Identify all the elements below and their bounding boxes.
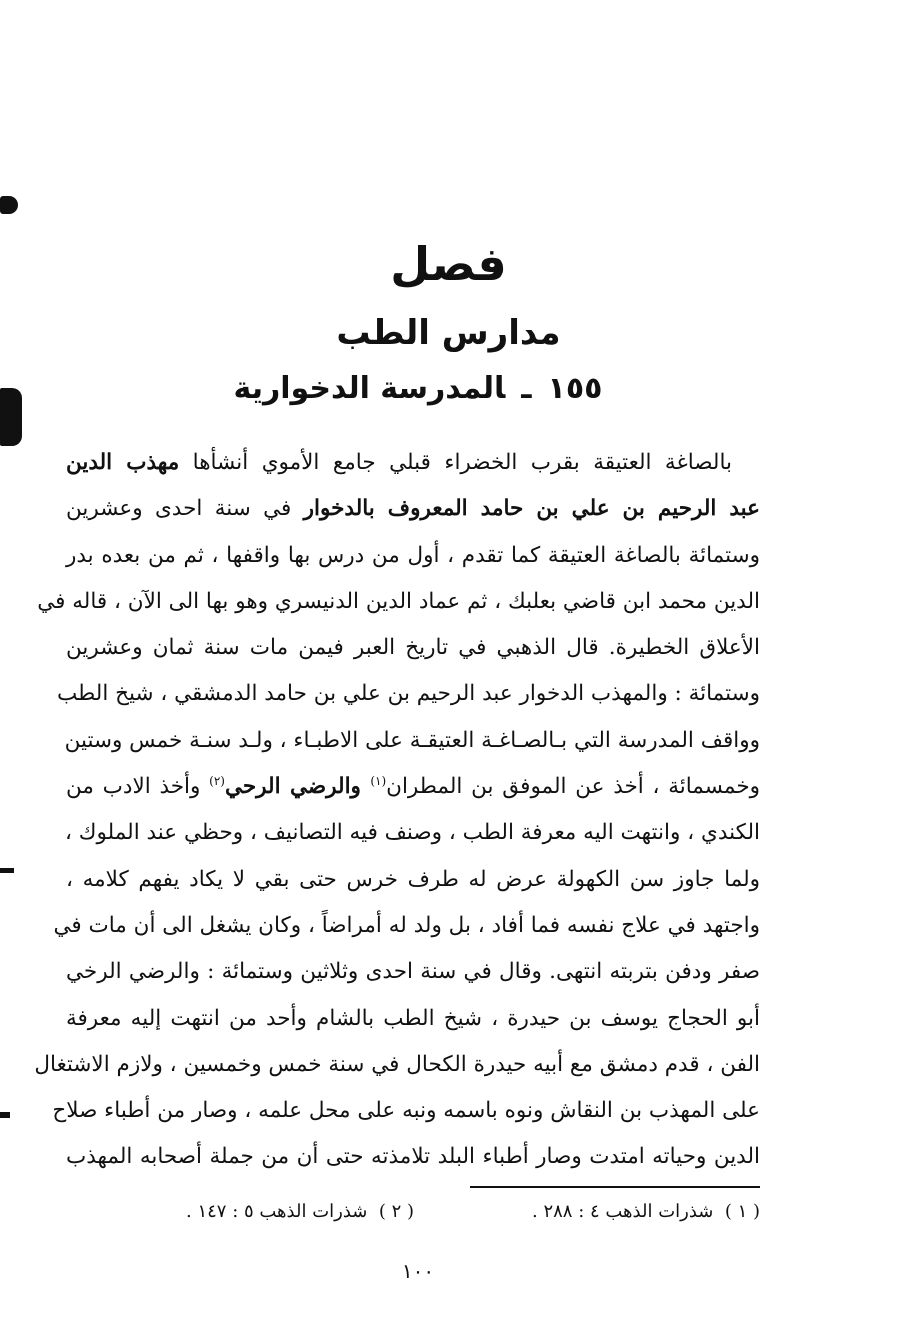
entry-dash: ـ (521, 371, 532, 406)
text-line: على المهذب بن النقاش ونوه باسمه ونبه على محل علمه ، وصار من أطباء صلاح (52, 1098, 760, 1124)
entry-title: المدرسة الدخوارية (233, 371, 506, 406)
bold-name: عبد الرحيم بن علي بن حامد المعروف بالدخوار (303, 496, 760, 522)
entry-number: ١٥٥ (547, 371, 603, 406)
text-line: الدين وحياته امتدت وصار أطباء البلد تلامذته حتى أن من جملة أصحابه المهذب (66, 1144, 760, 1170)
text-line: أبو الحجاج يوسف بن حيدرة ، شيخ الطب بالشام وأحد من انتهت إليه معرفة (66, 1005, 760, 1031)
text-line (66, 764, 760, 810)
text-line: ولما جاوز سن الكهولة عرض له طرف خرس حتى بقي لا يكاد يفهم كلامه ، (66, 866, 760, 892)
footnote-text: شذرات الذهب ٥ : ١٤٧ . (186, 1201, 368, 1222)
text-line: وستمائة : والمهذب الدخوار عبد الرحيم بن علي بن حامد الدمشقي ، شيخ الطب (57, 681, 760, 707)
scan-edge-mark (0, 868, 14, 873)
footnote-text: شذرات الذهب ٤ : ٢٨٨ . (532, 1201, 714, 1222)
bold-name: مهذب الدين (66, 450, 180, 475)
text-run: وأخذ الادب من (66, 774, 210, 800)
text-run: وخمسمائة ، أخذ عن الموفق بن المطران (386, 774, 760, 800)
footnote-marker: ( ١ ) (724, 1201, 760, 1222)
text-line (66, 486, 760, 532)
section-title: مدارس الطب (336, 313, 561, 353)
entry-heading (0, 364, 836, 414)
footnote-divider (470, 1186, 760, 1188)
text-run: بالصاغة العتيقة بقرب الخضراء قبلي جامع الأموي أنشأها (179, 450, 732, 475)
text-line (66, 440, 760, 486)
body-paragraph (34, 440, 760, 1181)
text-line: الفن ، قدم دمشق مع أبيه حيدرة الكحال في سنة خمس وخمسين ، ولازم الاشتغال (34, 1051, 760, 1077)
footnote-item (532, 1195, 760, 1229)
chapter-title: فصل (390, 237, 507, 291)
bold-name: والرضي الرحي (224, 774, 371, 800)
scan-edge-mark (0, 1112, 10, 1118)
footnote-item (186, 1195, 414, 1229)
text-run: في سنة احدى وعشرين (66, 496, 304, 522)
text-line: صفر ودفن بتربته انتهى. وقال في سنة احدى وثلاثين وستمائة : والرضي الرخي (66, 959, 760, 985)
footnotes (170, 1195, 760, 1229)
text-line: وواقف المدرسة التي بـالصـاغـة العتيقـة على الاطبـاء ، ولـد سنـة خمس وستين (64, 727, 760, 753)
text-line: الأعلاق الخطيرة. قال الذهبي في تاريخ العبر فيمن مات سنة ثمان وعشرين (66, 635, 760, 661)
text-line: وستمائة بالصاغة العتيقة كما تقدم ، أول من درس بها واقفها ، ثم من بعده بدر (66, 542, 760, 568)
footnote-ref: (١) (370, 773, 387, 788)
footnote-ref: (٢) (209, 773, 225, 788)
footnote-marker: ( ٢ ) (378, 1201, 414, 1222)
text-line: واجتهد في علاج نفسه فما أفاد ، بل ولد له أمراضاً ، وكان يشغل الى أن مات في (53, 912, 760, 938)
text-line: الكندي ، وانتهت اليه معرفة الطب ، وصنف فيه التصانيف ، وحظي عند الملوك ، (65, 820, 760, 846)
scan-edge-mark (0, 196, 18, 214)
text-line: الدين محمد ابن قاضي بعلبك ، ثم عماد الدين الدنيسري وهو بها الى الآن ، قاله في (37, 588, 760, 614)
page-number: ١٠٠ (401, 1259, 435, 1283)
